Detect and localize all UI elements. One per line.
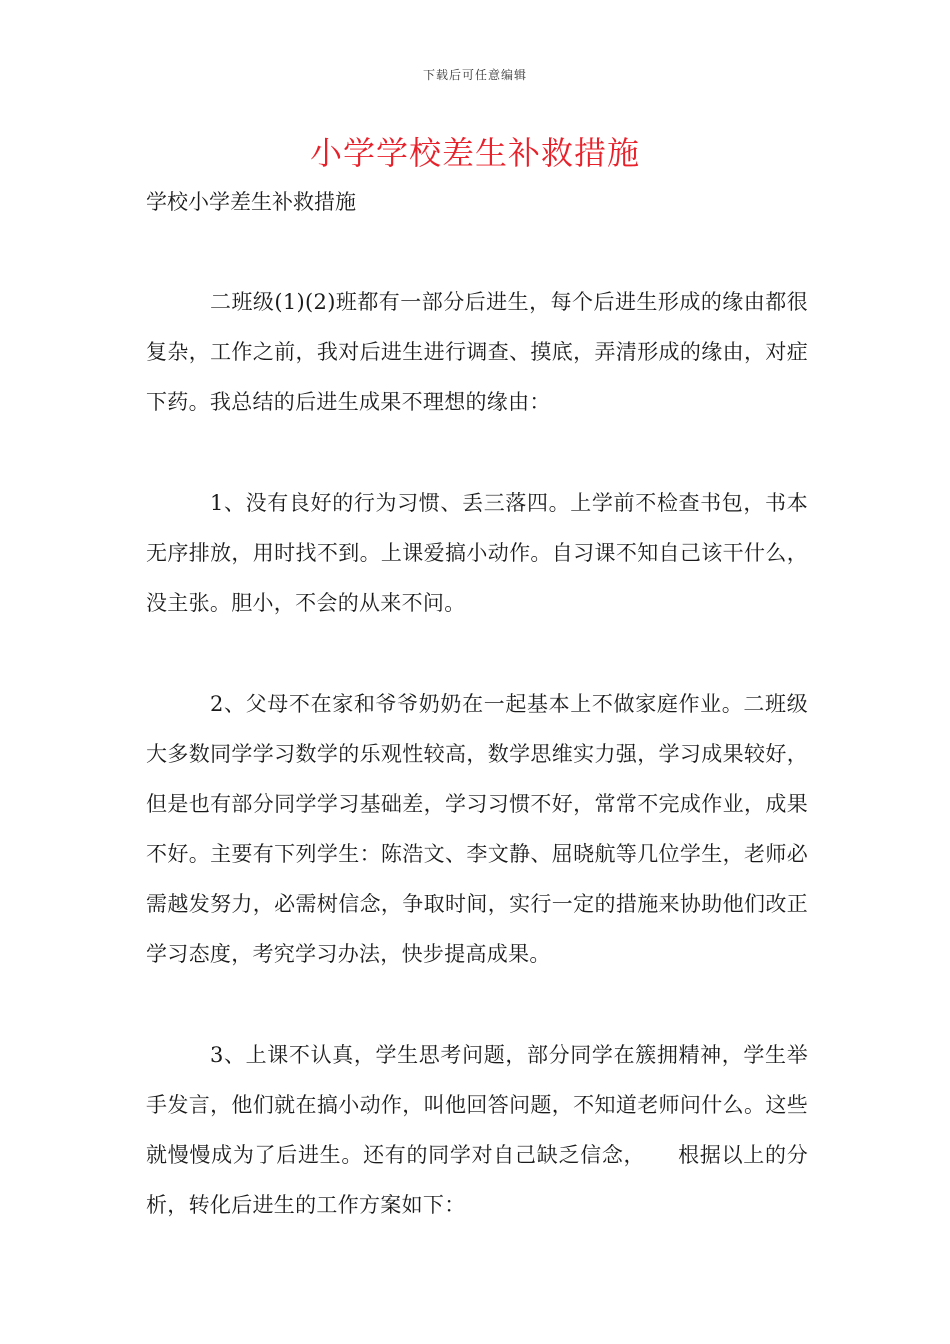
header-note: 下载后可任意编辑 [422, 68, 527, 82]
paragraph-point-2: 2、父母不在家和爷爷奶奶在一起基本上不做家庭作业。二班级大多数同学学习数学的乐观性较高，数学思维实力强，学习成果较好，但是也有部分同学学习基础差，学习习惯不好，常常不完成作业，成果不好。主要有下列学生：陈浩文、李文静、屈晓航等几位学生，老师必需越发努力，必需树信念，争取时间，实行一定的措施来协助他们改正学习态度，考究学习办法，快步提高成果。 [146, 692, 808, 966]
paragraph-intro: 二班级(1)(2)班都有一部分后进生，每个后进生形成的缘由都很复杂，工作之前，我对后进生进行调查、摸底，弄清形成的缘由，对症下药。我总结的后进生成果不理想的缘由： [146, 290, 808, 414]
document-body [146, 277, 808, 1281]
document-title: 小学学校差生补救措施 [309, 134, 640, 172]
document-subtitle: 学校小学差生补救措施 [146, 190, 356, 214]
paragraph-point-1: 1、没有良好的行为习惯、丢三落四。上学前不检查书包，书本无序排放，用时找不到。上课爱搞小动作。自习课不知自己该干什么，没主张。胆小，不会的从来不问。 [146, 491, 808, 615]
paragraph-point-3: 3、上课不认真，学生思考问题，部分同学在簇拥精神，学生举手发言，他们就在搞小动作，叫他回答问题，不知道老师问什么。这些就慢慢成为了后进生。还有的同学对自己缺乏信念， 根据以上的分析，转化后进生的工作方案如下： [146, 1043, 808, 1217]
